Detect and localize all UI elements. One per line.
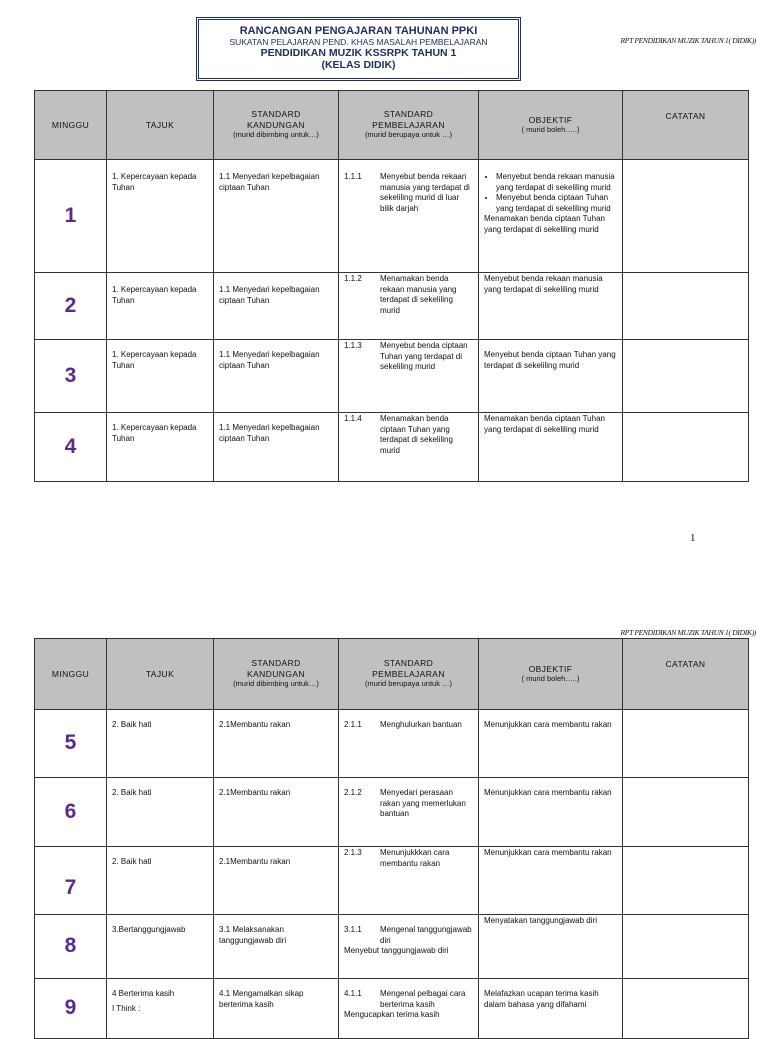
running-head: RPT PENDIDIKAN MUZIK TAHUN 1( DIDIK)) [620,628,756,637]
week-number: 8 [35,915,107,979]
sp-extra: Menyebut tanggungjawab diri [344,946,449,955]
sp-line3: (murid berupaya untuk …) [364,130,453,140]
table-row [35,710,749,778]
week-number: 4 [35,413,107,482]
sk-cell: 2.1Membantu rakan [214,778,339,847]
col-standard-kandungan [214,639,339,710]
obj-cell: Menamakan benda ciptaan Tuhan yang terdapat di sekeliling murid [479,413,623,482]
table-row [35,979,749,1039]
sp-cell [339,778,479,847]
sp-cell [339,847,479,915]
sk-cell: 3.1 Melaksanakan tanggungjawab diri [214,915,339,979]
table-row [35,413,749,482]
col-tajuk: TAJUK [107,639,214,710]
tajuk-cell: 2. Baik hati [107,847,214,915]
running-head: RPT PENDIDIKAN MUZIK TAHUN 1( DIDIK)) [620,36,756,45]
sp-extra: Mengucapkan terima kasih [344,1010,440,1019]
sp-cell [339,710,479,778]
obj-line1: OBJEKTIF [528,663,573,674]
catatan-cell [623,710,749,778]
sp-code: 2.1.2 [344,788,362,797]
sp-line1: STANDARD [383,658,434,669]
title-box [196,17,521,81]
sp-code: 1.1.2 [344,274,362,283]
sk-cell: 4.1 Mengamalkan sikap berterima kasih [214,979,339,1039]
sp-text: Menghulurkan bantuan [380,720,462,729]
week-number: 9 [35,979,107,1039]
week-number: 7 [35,847,107,915]
obj-cell: Menunjukkan cara membantu rakan [479,847,623,915]
sp-line1: STANDARD [383,109,434,120]
col-standard-kandungan [214,91,339,160]
week-number: 5 [35,710,107,778]
table-row [35,160,749,273]
week-number: 2 [35,273,107,340]
sp-line2: PEMBELAJARAN [372,119,445,130]
table-row [35,847,749,915]
table-row [35,340,749,413]
sk-cell: 1.1 Menyedari kepelbagaian ciptaan Tuhan [214,413,339,482]
sp-cell [339,979,479,1039]
sk-cell: 2.1Membantu rakan [214,710,339,778]
sk-line1: STANDARD [251,658,301,669]
obj-line2: ( murid boleh…..) [521,125,580,134]
obj-bullet: • Menyebut benda ciptaan Tuhan yang terdapat di sekeliling murid [496,193,617,214]
col-objektif [479,639,623,710]
tajuk-cell: 2. Baik hati [107,710,214,778]
sk-cell: 2.1Membantu rakan [214,847,339,915]
obj-cell [479,160,623,273]
tajuk-cell: 1. Kepercayaan kepada Tuhan [107,413,214,482]
catatan-cell [623,413,749,482]
col-minggu: MINGGU [35,639,107,710]
sp-code: 4.1.1 [344,989,362,998]
sp-line2: PEMBELAJARAN [372,668,445,679]
sp-code: 3.1.1 [344,925,362,934]
catatan-cell [623,778,749,847]
page-number: 1 [690,532,696,544]
tajuk-cell: 1. Kepercayaan kepada Tuhan [107,160,214,273]
sp-code: 2.1.1 [344,720,362,729]
col-catatan: CATATAN [623,639,749,710]
sp-text: Menyedari perasaan rakan yang memerlukan bantuan [380,788,466,818]
sp-code: 1.1.4 [344,414,362,423]
tajuk-extra: I Think : [112,1003,141,1013]
sp-cell [339,340,479,413]
col-catatan: CATATAN [623,91,749,160]
week-number: 3 [35,340,107,413]
sp-text: Menamakan benda rekaan manusia yang terdapat di sekeliling murid [380,274,457,315]
doc-title: RANCANGAN PENGAJARAN TAHUNAN PPKI [239,25,478,37]
obj-cell: Menunjukkan cara membantu rakan [479,778,623,847]
table-row [35,778,749,847]
obj-cell: Melafazkan ucapan terima kasih dalam bahasa yang difahami [479,979,623,1039]
tajuk-cell: 3.Bertanggungjawab [107,915,214,979]
table-row [35,915,749,979]
sp-text: Menyebut benda ciptaan Tuhan yang terdapat di sekeliling murid [380,341,468,371]
col-minggu: MINGGU [35,91,107,160]
sk-cell: 1.1 Menyedari kepelbagaian ciptaan Tuhan [214,340,339,413]
class-title: (KELAS DIDIK) [321,59,396,71]
col-tajuk: TAJUK [107,91,214,160]
sp-text: Menyebut benda rekaan manusia yang terdapat di sekeliling murid di luar bilik darjah [380,172,470,213]
obj-line2: ( murid boleh…..) [521,674,580,683]
catatan-cell [623,273,749,340]
obj-cell: Menyebut benda ciptaan Tuhan yang terdapat di sekeliling murid [479,340,623,413]
week-number: 1 [35,160,107,273]
obj-cell: Menunjukkan cara membantu rakan [479,710,623,778]
rpt-table-page2 [34,638,749,1039]
sp-text: Mengenal pelbagai cara berterima kasih [380,989,466,1009]
table-row [35,273,749,340]
sk-line3: (murid dibimbing untuk…) [233,679,319,689]
week-number: 6 [35,778,107,847]
sp-text: Mengenal tanggungjawab diri [380,925,472,945]
catatan-cell [623,915,749,979]
rpt-table-page1 [34,90,749,482]
catatan-cell [623,979,749,1039]
table-header-row [35,639,749,710]
catatan-cell [623,847,749,915]
sp-code: 2.1.3 [344,848,362,857]
sk-cell: 1.1 Menyedari kepelbagaian ciptaan Tuhan [214,273,339,340]
tajuk-cell: 1. Kepercayaan kepada Tuhan [107,273,214,340]
sk-line1: STANDARD [251,109,301,120]
sp-code: 1.1.1 [344,172,362,181]
sp-cell [339,915,479,979]
tajuk-cell [107,979,214,1039]
catatan-cell [623,340,749,413]
sp-cell [339,273,479,340]
obj-line1: OBJEKTIF [528,114,573,125]
obj-cell: Menyatakan tanggungjawab diri [479,915,623,979]
sp-cell [339,413,479,482]
sk-line2: KANDUNGAN [247,119,305,130]
doc-subtitle: SUKATAN PELAJARAN PEND. KHAS MASALAH PEMBELAJARAN [229,37,488,47]
sp-text: Menamakan benda ciptaan Tuhan yang terdapat di sekeliling murid [380,414,453,455]
table-header-row [35,91,749,160]
tajuk-cell: 2. Baik hati [107,778,214,847]
sp-text: Menunjukkkan cara membantu rakan [380,848,450,868]
obj-cell: Menyebut benda rekaan manusia yang terdapat di sekeliling murid [479,273,623,340]
catatan-cell [623,160,749,273]
sp-cell [339,160,479,273]
sk-cell: 1.1 Menyedari kepelbagaian ciptaan Tuhan [214,160,339,273]
sk-line2: KANDUNGAN [247,668,305,679]
col-standard-pembelajaran [339,91,479,160]
sp-code: 1.1.3 [344,341,362,350]
obj-text: Menamakan benda ciptaan Tuhan yang terdapat di sekeliling murid [484,214,605,234]
col-standard-pembelajaran [339,639,479,710]
subject-title: PENDIDIKAN MUZIK KSSRPK TAHUN 1 [260,47,457,59]
tajuk-text: 4 Berterima kasih [112,989,175,998]
col-objektif [479,91,623,160]
sk-line3: (murid dibimbing untuk…) [233,130,319,140]
obj-bullet: • Menyebut benda rekaan manusia yang terdapat di sekeliling murid [496,172,617,193]
tajuk-cell: 1. Kepercayaan kepada Tuhan [107,340,214,413]
sp-line3: (murid berupaya untuk …) [364,679,453,689]
